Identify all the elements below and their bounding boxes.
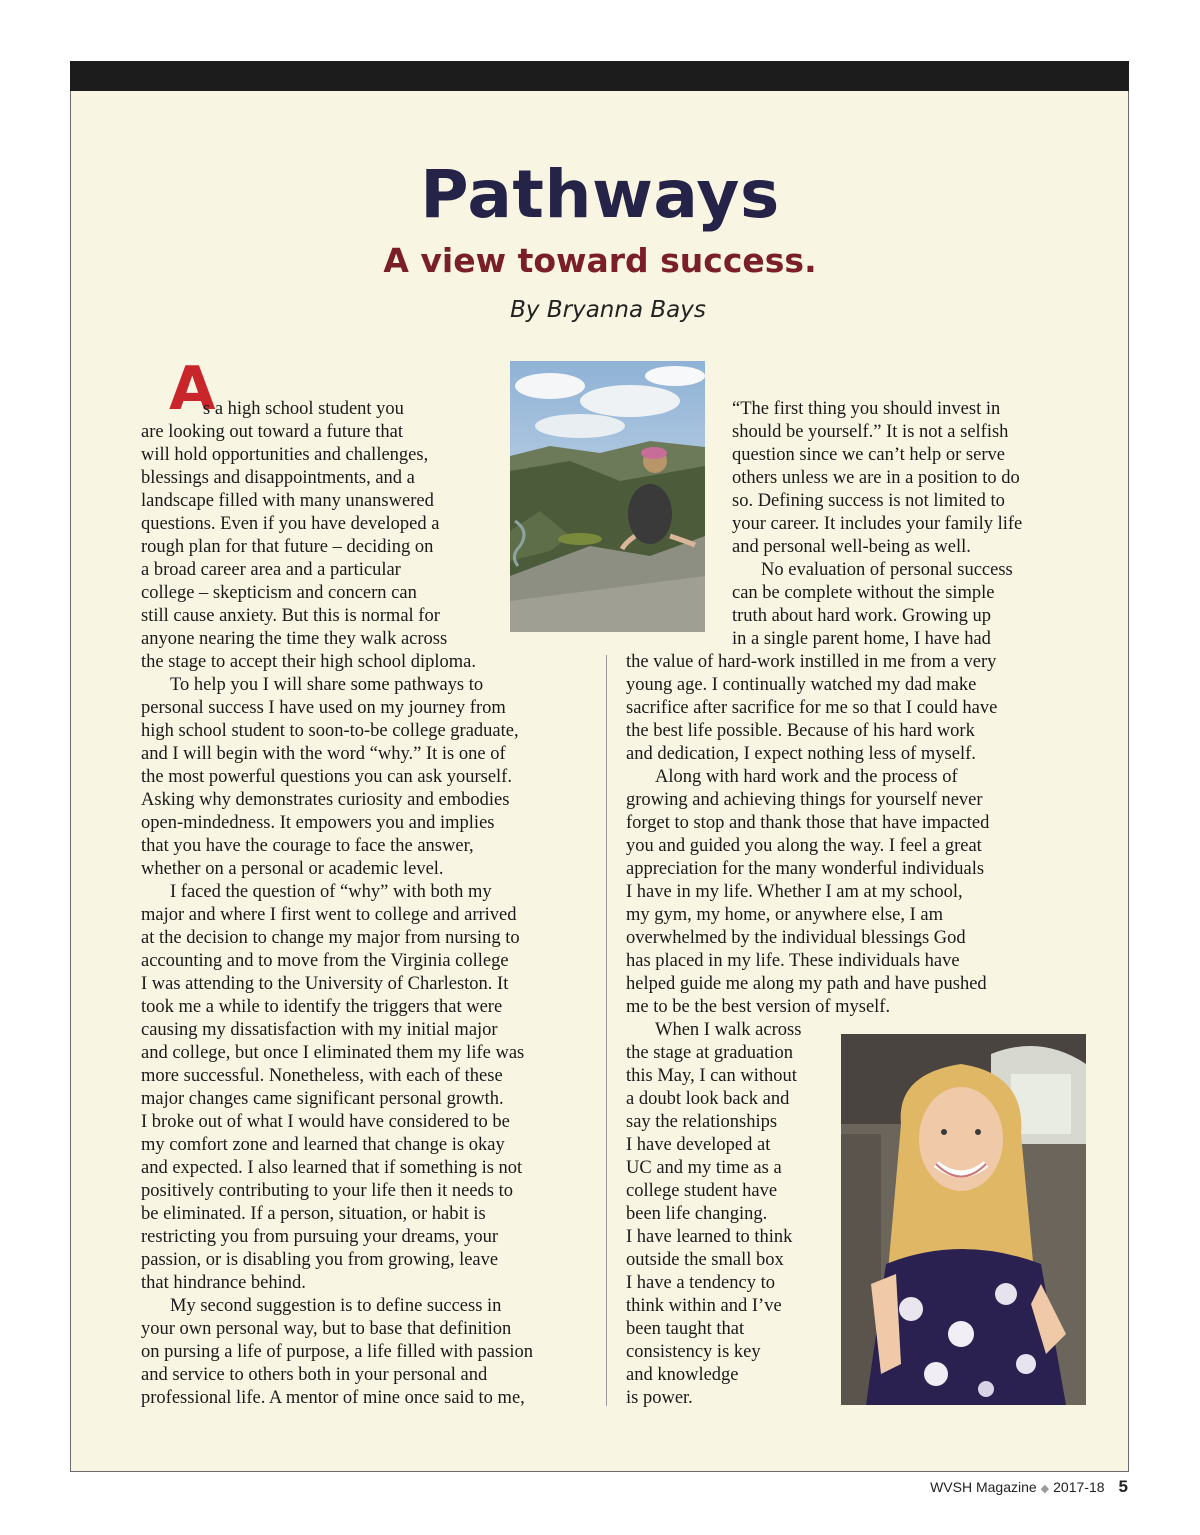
text-line: high school student to soon-to-be college graduate, [141,721,519,741]
text-line: you and guided you along the way. I feel a great [626,836,982,856]
text-line: college student have [626,1181,778,1201]
text-line: think within and I’ve [626,1296,782,1316]
text-line: is power. [626,1388,693,1408]
drop-cap: A [169,354,216,424]
text-line: young age. I continually watched my dad make [626,675,977,695]
text-line: has placed in my life. These individuals have [626,951,960,971]
text-line: blessings and disappointments, and a [141,468,415,488]
text-line: be eliminated. If a person, situation, or habit is [141,1204,486,1224]
text-line: I have learned to think [626,1227,793,1247]
text-line: your own personal way, but to base that definition [141,1319,512,1339]
text-line: and personal well-being as well. [732,537,971,557]
text-line: that you have the courage to face the answer, [141,836,474,856]
text-line: took me a while to identify the triggers that were [141,997,503,1017]
text-line: the most powerful questions you can ask yourself. [141,767,512,787]
page-footer [930,1476,1128,1500]
text-line: I faced the question of “why” with both my [170,882,492,902]
text-line: truth about hard work. Growing up [732,606,991,626]
text-line: personal success I have used on my journey from [141,698,506,718]
text-line: that hindrance behind. [141,1273,306,1293]
text-line: I have in my life. Whether I am at my school, [626,882,963,902]
text-line: causing my dissatisfaction with my initial major [141,1020,498,1040]
text-line: this May, I can without [626,1066,797,1086]
text-line: the value of hard-work instilled in me from a very [626,652,997,672]
article-byline: By Bryanna Bays [510,297,706,323]
text-line: question since we can’t help or serve [732,445,1005,465]
text-line: Asking why demonstrates curiosity and embodies [141,790,510,810]
text-line: Along with hard work and the process of [655,767,958,787]
text-line: consistency is key [626,1342,761,1362]
text-line: been life changing. [626,1204,768,1224]
text-line: the stage at graduation [626,1043,793,1063]
text-line: my gym, my home, or anywhere else, I am [626,905,943,925]
text-line: on pursing a life of purpose, a life filled with passion [141,1342,534,1362]
text-line: in a single parent home, I have had [732,629,991,649]
text-line: I was attending to the University of Charleston. It [141,974,509,994]
text-line: major changes came significant personal growth. [141,1089,504,1109]
text-line: and dedication, I expect nothing less of myself. [626,744,976,764]
text-line: sacrifice after sacrifice for me so that I could have [626,698,998,718]
header-bar [70,61,1129,91]
text-line: positively contributing to your life then it needs to [141,1181,513,1201]
text-line: anyone nearing the time they walk across [141,629,448,649]
text-line: still cause anxiety. But this is normal for [141,606,440,626]
text-line: and college, but once I eliminated them my life was [141,1043,525,1063]
text-line: UC and my time as a [626,1158,782,1178]
text-line: and expected. I also learned that if something is not [141,1158,523,1178]
page-number: 5 [1118,1477,1128,1496]
text-line: rough plan for that future – deciding on [141,537,434,557]
footer-year: 2017-18 [1053,1479,1105,1495]
text-line: helped guide me along my path and have pushed [626,974,987,994]
portrait-photo [841,1034,1086,1405]
text-line: your career. It includes your family life [732,514,1023,534]
text-line: can be complete without the simple [732,583,995,603]
text-line: a doubt look back and [626,1089,790,1109]
footer-magazine-name: WVSH Magazine [930,1479,1037,1495]
diamond-icon: ◆ [1040,1483,1050,1495]
text-line: my comfort zone and learned that change is okay [141,1135,505,1155]
text-line: appreciation for the many wonderful individuals [626,859,985,879]
text-line: and service to others both in your personal and [141,1365,488,1385]
text-line: major and where I first went to college and arrived [141,905,517,925]
text-line: passion, or is disabling you from growing, leave [141,1250,499,1270]
text-line: so. Defining success is not limited to [732,491,1005,511]
text-line: should be yourself.” It is not a selfish [732,422,1009,442]
text-line: and I will begin with the word “why.” It is one of [141,744,506,764]
text-line: college – skepticism and concern can [141,583,417,603]
text-line: the best life possible. Because of his hard work [626,721,975,741]
text-line: at the decision to change my major from nursing to [141,928,520,948]
text-line: overwhelmed by the individual blessings God [626,928,966,948]
text-line: To help you I will share some pathways to [170,675,484,695]
text-line: restricting you from pursuing your dreams, your [141,1227,499,1247]
text-line: My second suggestion is to define success in [170,1296,502,1316]
text-line: growing and achieving things for yourself never [626,790,983,810]
text-line: whether on a personal or academic level. [141,859,444,879]
text-line: more successful. Nonetheless, with each of these [141,1066,503,1086]
text-line: I broke out of what I would have considered to be [141,1112,510,1132]
text-line: “The first thing you should invest in [732,399,1001,419]
text-line: s a high school student you [203,399,404,419]
text-line: the stage to accept their high school diploma. [141,652,476,672]
text-line: forget to stop and thank those that have impacted [626,813,990,833]
column-divider [606,655,607,1406]
text-line: are looking out toward a future that [141,422,403,442]
text-line: outside the small box [626,1250,784,1270]
text-line: been taught that [626,1319,745,1339]
text-line: will hold opportunities and challenges, [141,445,429,465]
text-line: a broad career area and a particular [141,560,401,580]
text-line: landscape filled with many unanswered [141,491,434,511]
text-line: and knowledge [626,1365,739,1385]
article-title: Pathways [420,156,780,233]
text-line: When I walk across [655,1020,802,1040]
text-line: professional life. A mentor of mine once said to me, [141,1388,525,1408]
text-line: I have a tendency to [626,1273,775,1293]
text-line: No evaluation of personal success [761,560,1013,580]
text-line: me to be the best version of myself. [626,997,891,1017]
hike-photo [510,361,705,632]
text-line: open-mindedness. It empowers you and implies [141,813,495,833]
text-line: others unless we are in a position to do [732,468,1020,488]
article-subtitle: A view toward success. [383,241,817,280]
text-line: say the relationships [626,1112,778,1132]
text-line: questions. Even if you have developed a [141,514,440,534]
text-line: accounting and to move from the Virginia college [141,951,509,971]
text-line: I have developed at [626,1135,771,1155]
